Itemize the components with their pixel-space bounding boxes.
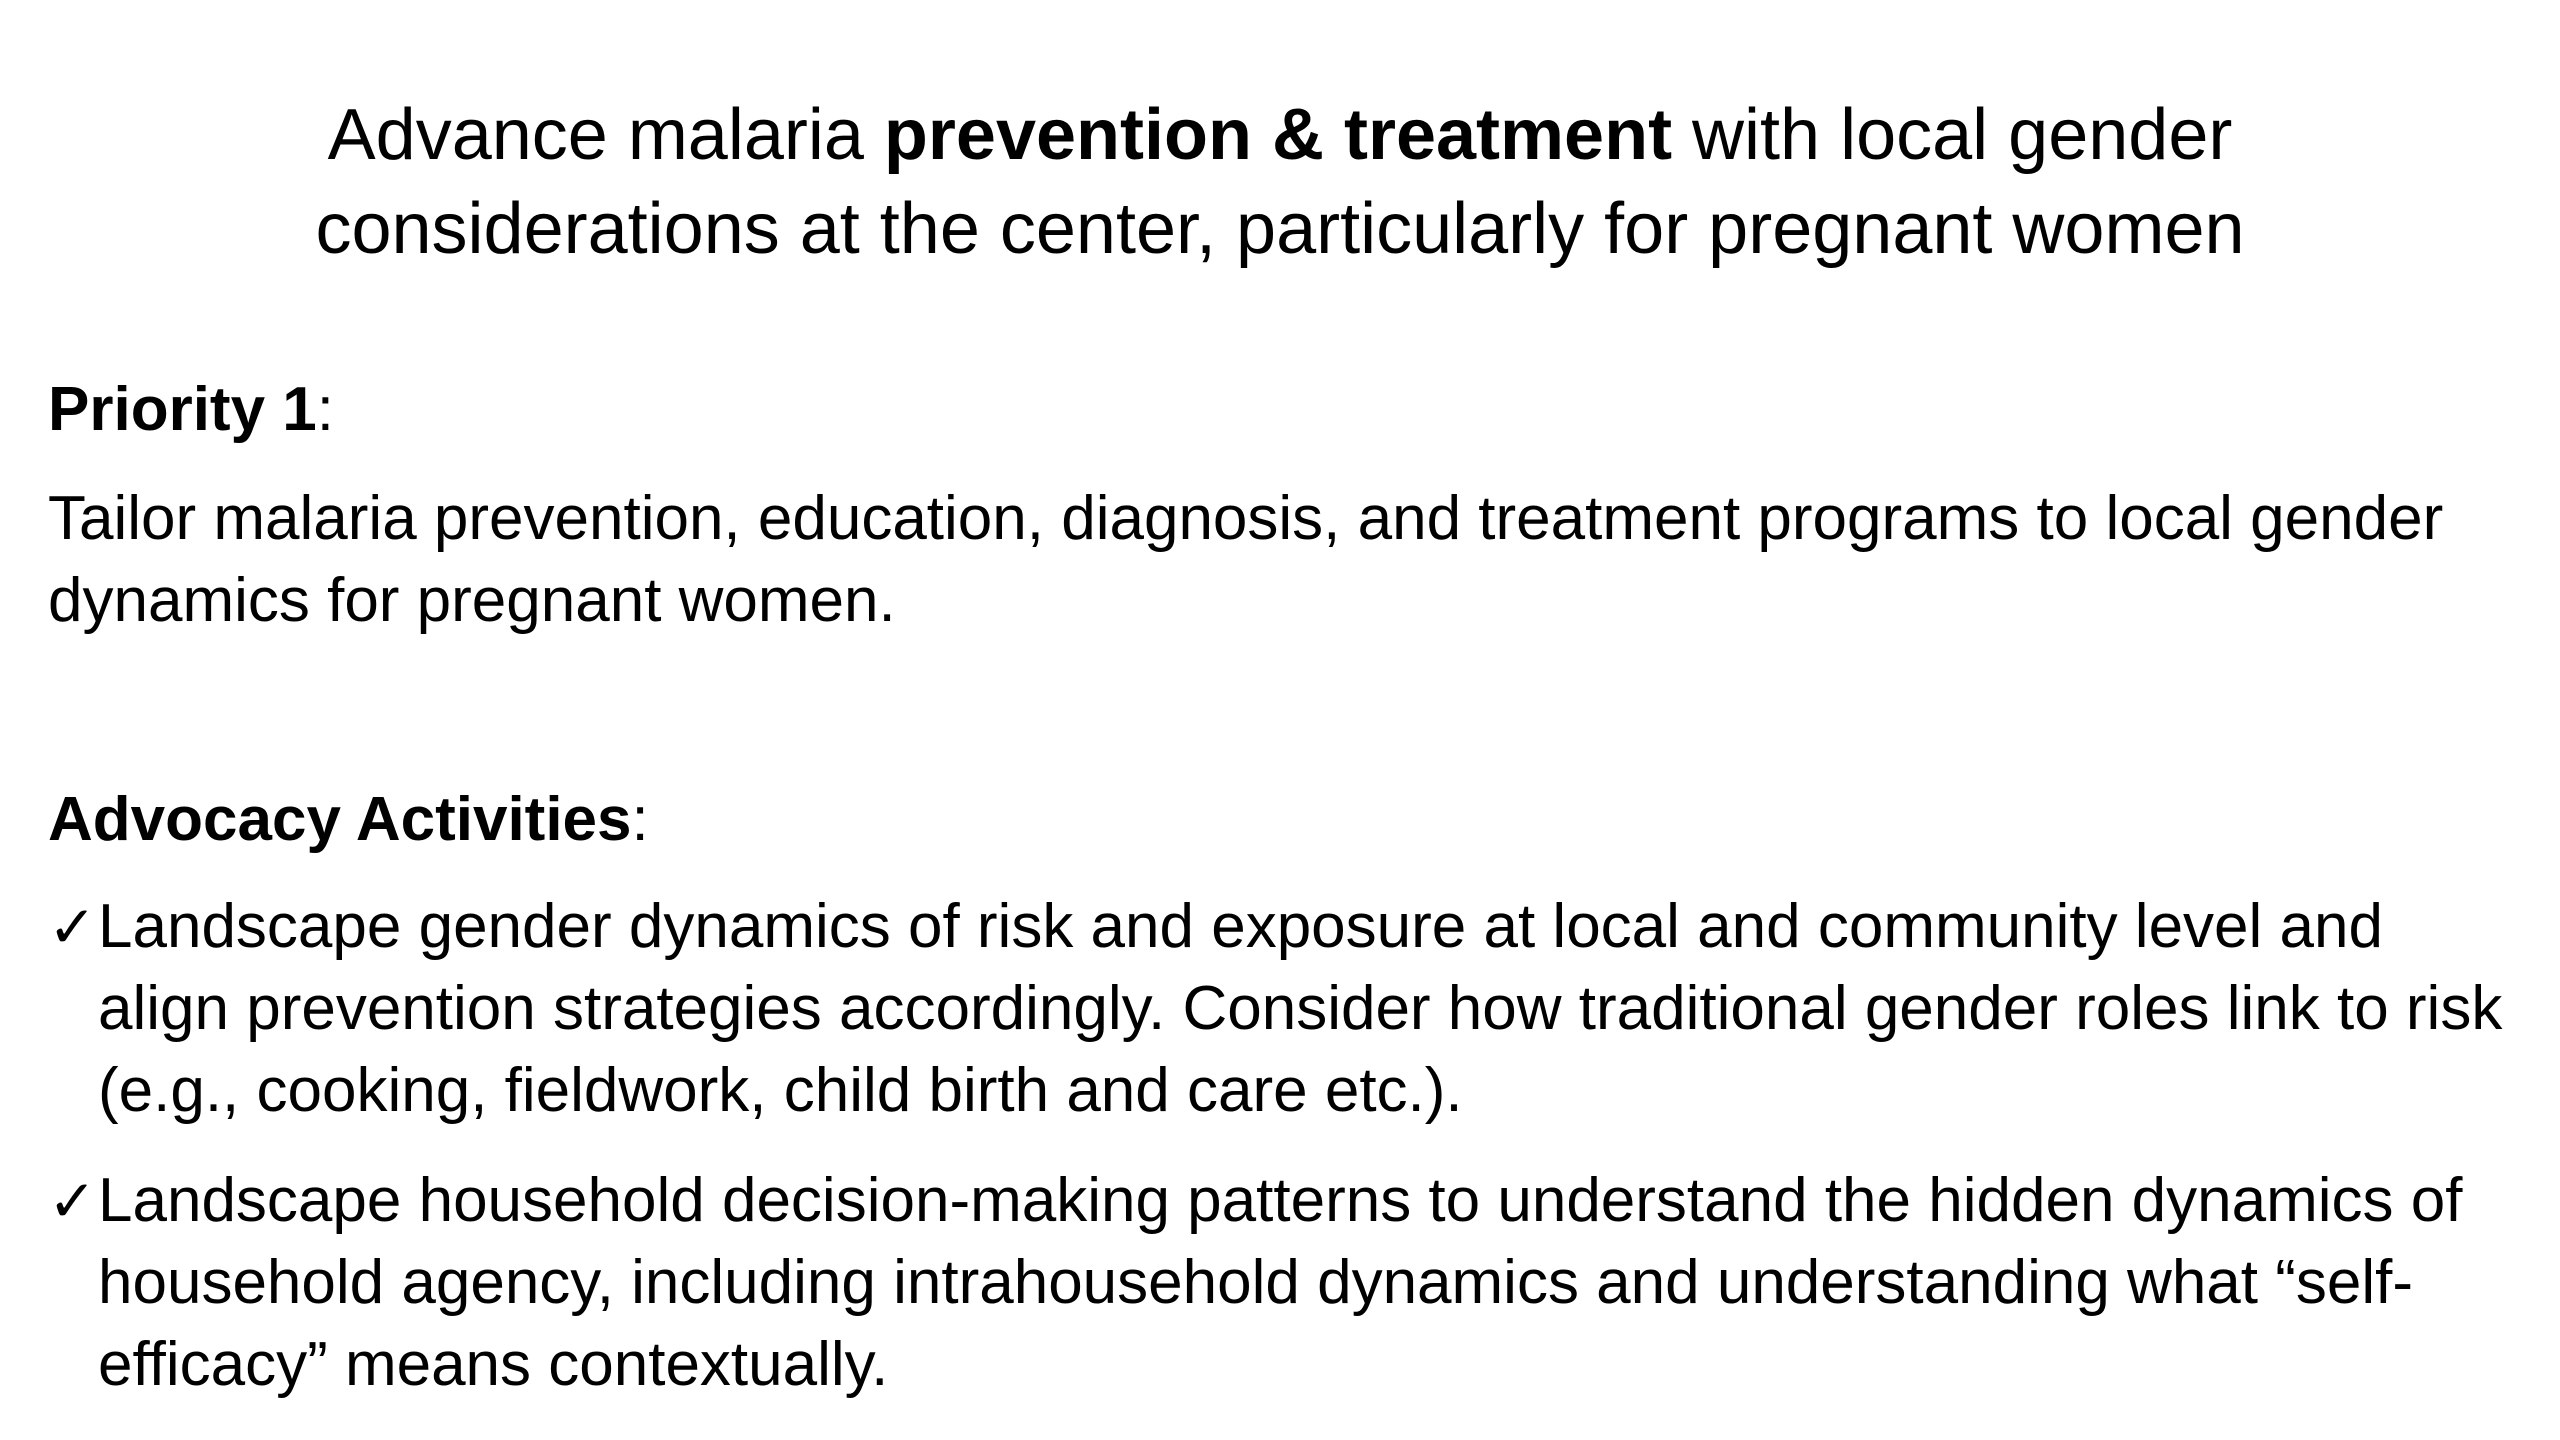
advocacy-colon: :	[631, 785, 649, 854]
advocacy-item-text: Landscape gender dynamics of risk and exposure at local and community level and align prevention strategies accordingly. Consider how traditional gender roles link to risk (e.g., cooking, fieldwork, child birth and care etc.).	[98, 892, 2503, 1125]
priority-text: Tailor malaria prevention, education, diagnosis, and treatment programs to local gender dynamics for pregnant women.	[48, 484, 2444, 635]
priority-heading	[48, 370, 334, 450]
checkmark-icon: ✓	[48, 1167, 97, 1235]
title-part-1: Advance malaria	[327, 95, 884, 175]
priority-label: Priority 1	[48, 375, 317, 444]
advocacy-label: Advocacy Activities	[48, 785, 632, 854]
checkmark-icon: ✓	[48, 893, 97, 961]
advocacy-item-text: Landscape household decision-making patterns to understand the hidden dynamics of household agency, including intrahousehold dynamics and understanding what “self-efficacy” means contextually.	[98, 1166, 2463, 1399]
advocacy-heading	[48, 780, 649, 860]
priority-colon: :	[316, 375, 335, 444]
slide-title	[120, 88, 2440, 276]
advocacy-item	[48, 1160, 2528, 1406]
title-bold: prevention & treatment	[883, 95, 1673, 175]
title-part-2: with local gender considerations at the center, particularly for pregnant women	[315, 95, 2245, 269]
advocacy-item	[48, 886, 2528, 1132]
